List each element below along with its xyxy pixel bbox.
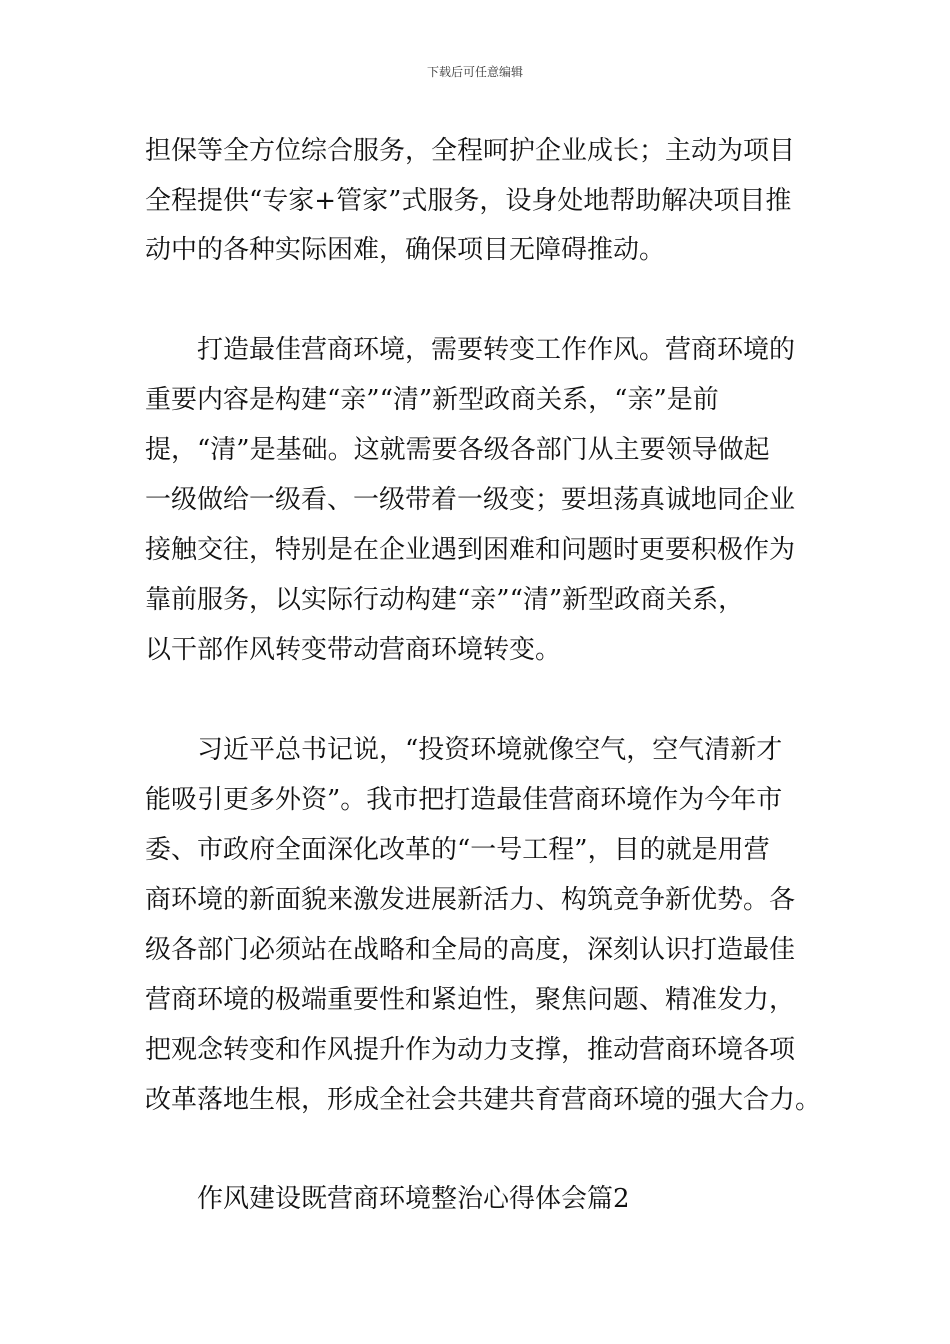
paragraph-3-line: 能吸引更多外资”。我市把打造最佳营商环境作为今年市	[145, 785, 783, 815]
section-heading: 作风建设既营商环境整治心得体会篇2	[197, 1184, 630, 1214]
paragraph-1-line: 全程提供“专家+管家”式服务，设身处地帮助解决项目推	[145, 186, 792, 216]
page-header: 下载后可任意编辑	[426, 65, 523, 79]
paragraph-3-line: 改革落地生根，形成全社会共建共育营商环境的强大合力。	[145, 1085, 822, 1115]
paragraph-2-line: 以干部作风转变带动营商环境转变。	[145, 635, 562, 665]
paragraph-2-line: 提，“清”是基础。这就需要各级各部门从主要领导做起	[145, 435, 770, 465]
paragraph-3-line: 商环境的新面貌来激发进展新活力、构筑竞争新优势。各	[145, 885, 796, 915]
paragraph-3-line: 营商环境的极端重要性和紧迫性，聚焦问题、精准发力，	[145, 985, 796, 1015]
paragraph-2-line: 一级做给一级看、一级带着一级变；要坦荡真诚地同企业	[145, 485, 796, 515]
paragraph-3-line: 把观念转变和作风提升作为动力支撑，推动营商环境各项	[145, 1035, 796, 1065]
paragraph-3-line: 习近平总书记说，“投资环境就像空气，空气清新才	[197, 735, 783, 765]
paragraph-2-line: 重要内容是构建“亲”“清”新型政商关系，“亲”是前	[145, 385, 719, 415]
paragraph-2-line: 靠前服务，以实际行动构建“亲”“清”新型政商关系，	[145, 585, 745, 615]
paragraph-2-line: 接触交往，特别是在企业遇到困难和问题时更要积极作为	[145, 535, 796, 565]
paragraph-1-line: 动中的各种实际困难，确保项目无障碍推动。	[145, 235, 666, 265]
paragraph-3-line: 委、市政府全面深化改革的“一号工程”，目的就是用营	[145, 835, 770, 865]
paragraph-1-line: 担保等全方位综合服务，全程呵护企业成长；主动为项目	[145, 136, 796, 166]
paragraph-2-line: 打造最佳营商环境，需要转变工作作风。营商环境的	[197, 335, 796, 365]
paragraph-3-line: 级各部门必须站在战略和全局的高度，深刻认识打造最佳	[145, 935, 796, 965]
